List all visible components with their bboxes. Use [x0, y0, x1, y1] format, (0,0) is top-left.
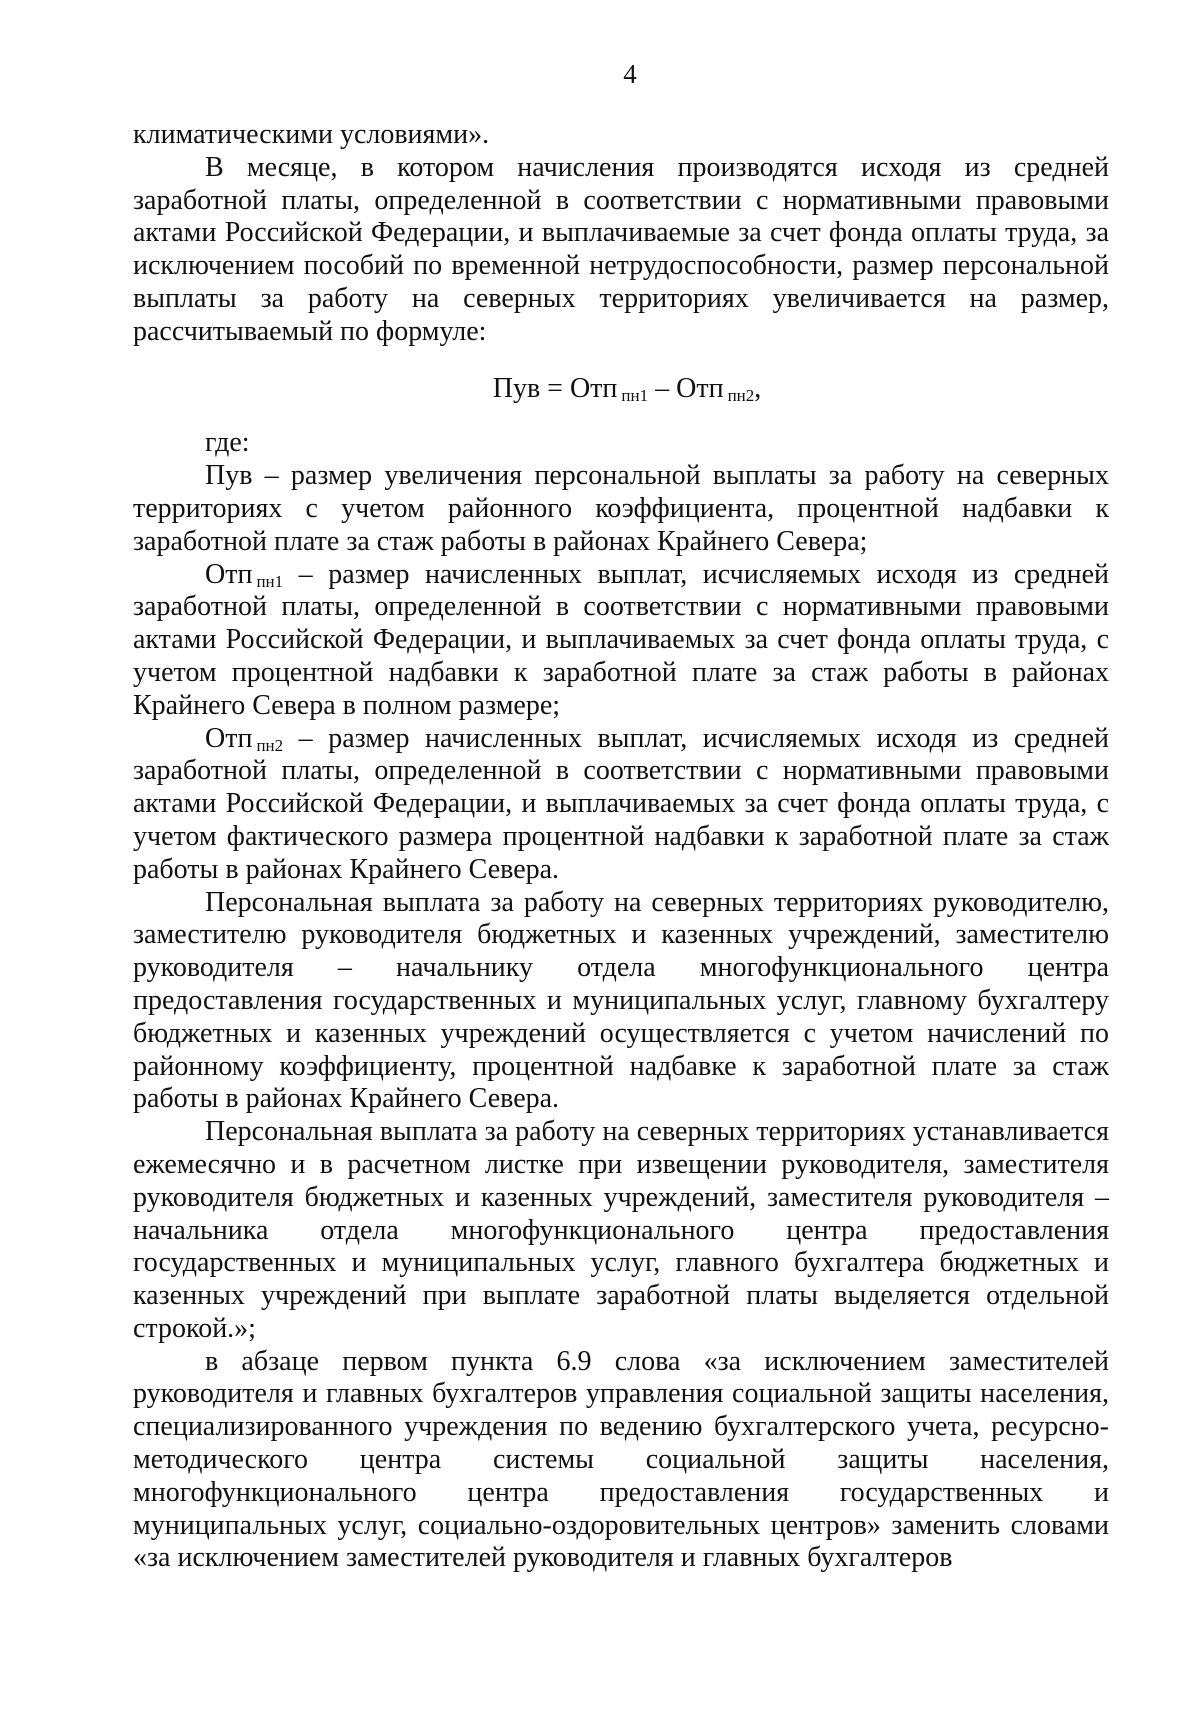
otp2-text: – размер начисленных выплат, исчисляемых исходя из средней заработной платы, определенной в соответствии с нормативными правовыми актами Российской Федерации, и выплачиваемых за счет фонда оплаты труда, с учетом фактического размера процентной надбавки к заработной плате за стаж работы в районах Крайнего Севера.	[133, 722, 1109, 885]
formula-subscript-2: пн2	[727, 385, 755, 405]
formula-lhs: Пув = Отп	[492, 372, 618, 404]
paragraph-otp2-definition	[133, 723, 1109, 887]
paragraph-amendment-6-9: в абзаце первом пункта 6.9 слова «за исключением заместителей руководителя и главных бухгалтеров управления социальной защиты населения, специализированного учреждения по ведению бухгалтерского учета, ресурсно-методического центра системы социальной защиты населения, многофункционального центра предоставления государственных и муниципальных услуг, социально-оздоровительных центров» заменить словами «за исключением заместителей руководителя и главных бухгалтеров	[133, 1345, 1109, 1574]
paragraph-manager-payment: Персональная выплата за работу на северных территориях руководителю, заместителю руководителя бюджетных и казенных учреждений, заместителю руководителя – начальнику отдела многофункционального центра предоставления государственных и муниципальных услуг, главному бухгалтеру бюджетных и казенных учреждений осуществляется с учетом начислений по районному коэффициенту, процентной надбавке к заработной плате за стаж работы в районах Крайнего Севера.	[133, 886, 1109, 1115]
formula	[133, 373, 1109, 406]
paragraph-otp1-definition	[133, 559, 1109, 723]
paragraph-puv-definition: Пув – размер увеличения персональной выплаты за работу на северных территориях с учетом районного коэффициента, процентной надбавки к заработной плате за стаж работы в районах Крайнего Севера;	[133, 460, 1109, 557]
otp1-text: – размер начисленных выплат, исчисляемых исходя из средней заработной платы, определенной в соответствии с нормативными правовыми актами Российской Федерации, и выплачиваемых за счет фонда оплаты труда, с учетом процентной надбавки к заработной плате за стаж работы в районах Крайнего Севера в полном размере;	[133, 558, 1109, 721]
otp1-term: Отп	[205, 558, 253, 590]
formula-minus: – Отп	[648, 372, 724, 404]
paragraph-month-rule: В месяце, в котором начисления производятся исходя из средней заработной платы, определенной в соответствии с нормативными правовыми актами Российской Федерации, и выплачиваемые за счет фонда оплаты труда, за исключением пособий по временной нетрудоспособности, размер персональной выплаты за работу на северных территориях увеличивается на размер, рассчитываемый по формуле:	[133, 151, 1109, 347]
paragraph-where: где:	[205, 427, 250, 459]
otp2-subscript: пн2	[256, 735, 284, 755]
page-number: 4	[623, 59, 637, 89]
document-body	[133, 119, 1109, 1575]
paragraph-continuation: климатическими условиями».	[133, 119, 490, 150]
otp1-subscript: пн1	[256, 571, 284, 591]
formula-subscript-1: пн1	[621, 385, 649, 405]
formula-tail: ,	[754, 372, 762, 404]
paragraph-monthly-payment: Персональная выплата за работу на северных территориях устанавливается ежемесячно и в расчетном листке при извещении руководителя, заместителя руководителя бюджетных и казенных учреждений, заместителя руководителя – начальника отдела многофункционального центра предоставления государственных и муниципальных услуг, главного бухгалтера бюджетных и казенных учреждений при выплате заработной платы выделяется отдельной строкой.»;	[133, 1116, 1109, 1344]
otp2-term: Отп	[205, 722, 253, 754]
